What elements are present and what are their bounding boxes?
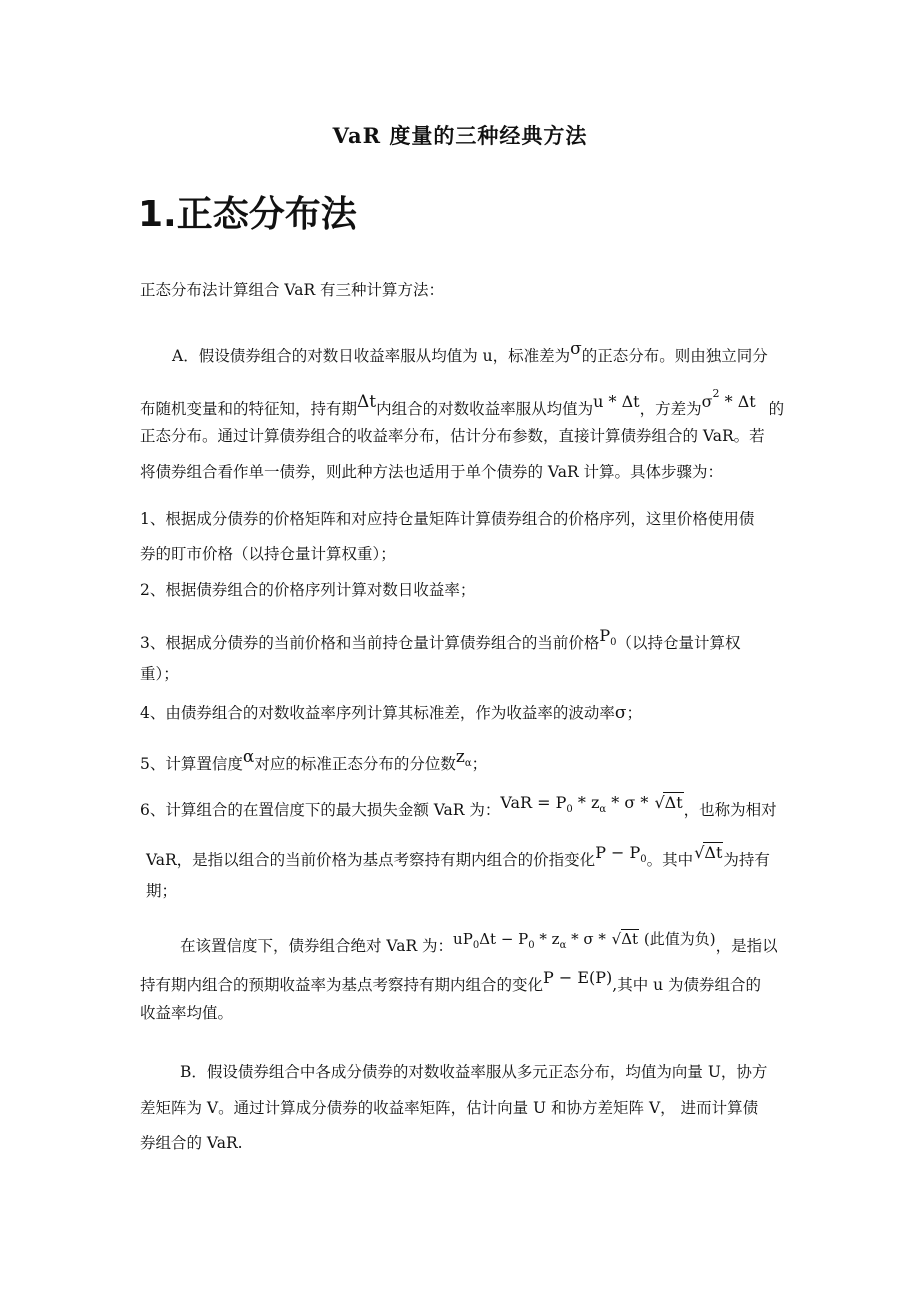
expected-change-formula: P − E(P) (543, 968, 613, 987)
step-6-text: ，也称为相对 (683, 801, 777, 819)
para-b-line-2: 差矩阵为 V。通过计算成分债券的收益率矩阵，估计向量 U 和协方差矩阵 V， 进而计算债 (140, 1099, 759, 1117)
section-heading: 1.正态分布法 (138, 194, 357, 235)
step-3-line-2: 重）； (140, 665, 179, 683)
sigma-symbol: σ (614, 703, 627, 723)
step-5-text: 对应的标准正态分布的分位数 (254, 755, 456, 773)
variance-exponent: 2 (712, 387, 720, 400)
para-a-text: 的正态分布。则由独立同分 (581, 347, 768, 365)
absolute-var-text: ，是指以 (715, 937, 778, 955)
step-5 (0, 745, 920, 776)
variance-formula (701, 387, 756, 411)
para-a-text: 布随机变量和的特征知，持有期 (140, 400, 358, 418)
step-6-text: 为持有 (723, 851, 770, 869)
var-formula-z: * z (572, 793, 600, 812)
absolute-var-formula (453, 930, 716, 951)
sigma-symbol: σ (570, 339, 582, 359)
abs-formula-c-sub: α (559, 940, 567, 951)
para-a-line-3: 正态分布。通过计算债券组合的收益率分布，估计分布参数，直接计算债券组合的 VaR。若 (140, 427, 765, 445)
absolute-var-line-3: 收益率均值。 (140, 1004, 234, 1022)
sqrt-delta-t: √ Δt (663, 792, 683, 812)
price-change-lhs: P − P (595, 843, 641, 862)
document-title: VaR 度量的三种经典方法 (332, 123, 588, 148)
step-4-text: 4、由债券组合的对数收益率序列计算其标准差，作为收益率的波动率 (140, 704, 615, 722)
p-symbol: P (599, 626, 611, 645)
para-a-text: ，方差为 (639, 400, 702, 418)
p-subscript: 0 (610, 637, 617, 648)
para-a-line-4: 将债券组合看作单一债券，则此种方法也适用于单个债券的 VaR 计算。具体步骤为： (140, 463, 724, 481)
para-a-line-1 (0, 337, 920, 368)
step-6-text: 6、计算组合的在置信度下的最大损失金额 VaR 为： (140, 801, 501, 819)
p0-symbol (599, 626, 617, 648)
para-a-text: 内组合的对数收益率服从均值为 (376, 400, 594, 418)
step-3-line-1 (0, 624, 920, 655)
para-b-line-3: 券组合的 VaR. (140, 1134, 243, 1152)
step-6-line-2 (0, 841, 920, 872)
abs-formula-c: * z (534, 930, 560, 948)
step-6-line-1 (0, 791, 920, 822)
var-formula (500, 793, 683, 815)
absolute-var-line-2 (0, 966, 920, 997)
sqrt-delta-t: √ Δt (621, 929, 639, 948)
step-4 (0, 701, 920, 725)
step-6-text: VaR，是指以组合的当前价格为基点考察持有期内组合的价指变化 (146, 851, 596, 869)
step-4-text: ； (626, 704, 642, 722)
abs-formula-b: Δt − P (479, 930, 529, 948)
absolute-var-text: 持有期内组合的预期收益率为基点考察持有期内组合的变化 (140, 976, 544, 994)
step-5-text: ； (471, 755, 488, 773)
para-a-text: 的 (763, 400, 785, 418)
sqrt-delta-t: √ Δt (703, 842, 723, 862)
price-change-sub: 0 (640, 854, 647, 865)
para-b-line-1: B．假设债券组合中各成分债券的对数收益率服从多元正态分布，均值为向量 U，协方 (180, 1063, 768, 1081)
z-alpha-symbol (456, 747, 472, 767)
abs-formula-a: uP (453, 930, 473, 948)
intro-text: 正态分布法计算组合 VaR 有三种计算方法： (140, 281, 445, 299)
z-subscript: α (464, 758, 472, 769)
step-1-line-2: 券的盯市价格（以持仓量计算权重）； (140, 545, 396, 563)
absolute-var-line-1 (0, 927, 920, 958)
var-formula-lhs: VaR = P (500, 793, 567, 812)
step-6-line-3: 期； (146, 882, 178, 900)
absolute-var-text: ,其中 u 为债券组合的 (612, 976, 762, 994)
var-formula-z-sub: α (599, 804, 607, 815)
step-5-text: 5、计算置信度 (140, 755, 243, 773)
abs-formula-d: * σ * (566, 930, 611, 948)
para-a-text: A．假设债券组合的对数日收益率服从均值为 u，标准差为 (172, 347, 571, 365)
z-symbol: z (455, 747, 465, 767)
step-6-text: 。其中 (646, 851, 694, 869)
step-2: 2、根据债券组合的价格序列计算对数日收益率； (140, 581, 476, 599)
step-1-line-1: 1、根据成分债券的价格矩阵和对应持仓量矩阵计算债券组合的价格序列，这里价格使用债 (140, 510, 755, 528)
abs-formula-a-sub: 0 (472, 940, 480, 951)
price-change-formula (595, 843, 647, 865)
absolute-var-text: 在该置信度下，债券组合绝对 VaR 为： (180, 937, 454, 955)
variance-delta-t: * Δt (719, 392, 756, 411)
abs-formula-b-sub: 0 (528, 940, 535, 951)
mean-formula: u * Δt (593, 392, 640, 411)
step-3-text: 3、根据成分债券的当前价格和当前持仓量计算债券组合的当前价格 (140, 634, 600, 652)
variance-sigma: σ (701, 392, 713, 411)
var-formula-p-sub: 0 (566, 804, 573, 815)
step-3-text: （以持仓量计算权 (616, 634, 741, 652)
para-a-line-2 (0, 382, 920, 421)
var-formula-rest: * σ * (606, 793, 654, 812)
alpha-symbol: α (242, 747, 255, 767)
delta-t-symbol: Δt (357, 392, 377, 412)
abs-formula-note: (此值为负) (639, 930, 716, 948)
